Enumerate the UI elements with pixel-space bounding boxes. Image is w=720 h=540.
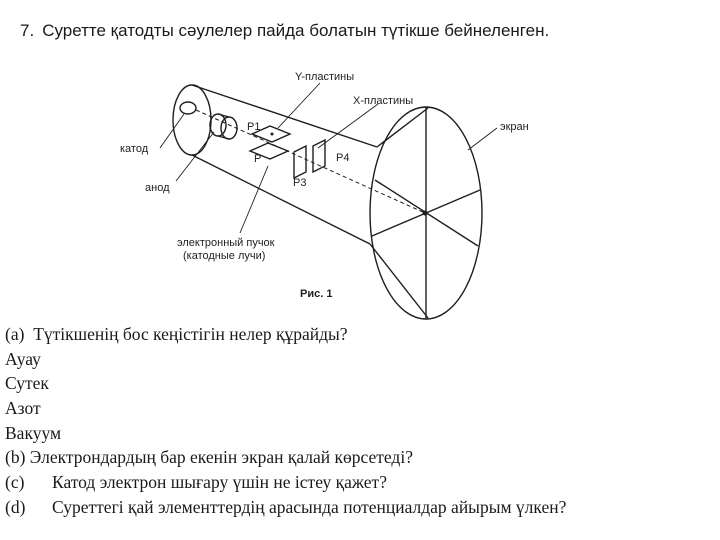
cathode-label: катод xyxy=(120,143,149,155)
cone-bottom-edge xyxy=(370,244,428,318)
x-plate-left xyxy=(294,146,306,178)
part-c-prefix: (c) xyxy=(5,472,25,493)
part-a xyxy=(5,322,566,347)
plate-p4-label: P4 xyxy=(336,152,350,164)
option-text: Азот xyxy=(5,398,41,419)
part-c-text: Катод электрон шығару үшін не істеу қажет? xyxy=(52,472,387,493)
part-b-text: Электрондардың бар екенін экран қалай көрсетеді? xyxy=(29,447,413,468)
figure-caption: Рис. 1 xyxy=(300,288,333,300)
option-line xyxy=(5,421,566,446)
tube-bottom-edge xyxy=(192,155,370,244)
cathode xyxy=(180,102,196,114)
option-text: Ауау xyxy=(5,348,41,369)
option-line xyxy=(5,347,566,372)
anode-label: анод xyxy=(145,182,170,194)
plate-p-label: P xyxy=(254,153,262,165)
option-line xyxy=(5,396,566,421)
part-b-prefix: (b) xyxy=(5,447,26,468)
screen-label: экран xyxy=(500,121,529,133)
tube-back-end xyxy=(173,85,211,155)
question-number: 7. xyxy=(20,21,35,40)
plate-p3-label: P3 xyxy=(293,177,307,189)
tube-top-edge xyxy=(192,85,377,147)
x-plates-label: X-пластины xyxy=(353,95,414,107)
question-text: Суретте қатодты сәулелер пайда болатын түтікше бейнеленген. xyxy=(42,21,550,40)
part-b xyxy=(5,445,566,470)
option-text: Сутек xyxy=(5,373,49,394)
part-a-prefix: (a) xyxy=(5,324,25,344)
y-plates-label: Y-пластины xyxy=(295,71,355,83)
part-a-text: Түтікшенің бос кеңістігін нелер құрайды? xyxy=(33,324,348,344)
question-parts xyxy=(5,322,566,520)
beam-label-line1: электронный пучок xyxy=(177,237,275,249)
part-d-prefix: (d) xyxy=(5,496,26,517)
plate-p1-label: P1 xyxy=(247,121,261,133)
x-plate-right xyxy=(313,140,325,172)
beam-label-line2: (катодные лучи) xyxy=(183,250,266,262)
option-line xyxy=(5,371,566,396)
part-d-text: Суреттегі қай элементтердің арасында потенциалдар айырым үлкен? xyxy=(52,496,567,517)
part-d xyxy=(5,495,566,520)
part-c xyxy=(5,470,566,495)
option-text: Вакуум xyxy=(5,422,62,443)
